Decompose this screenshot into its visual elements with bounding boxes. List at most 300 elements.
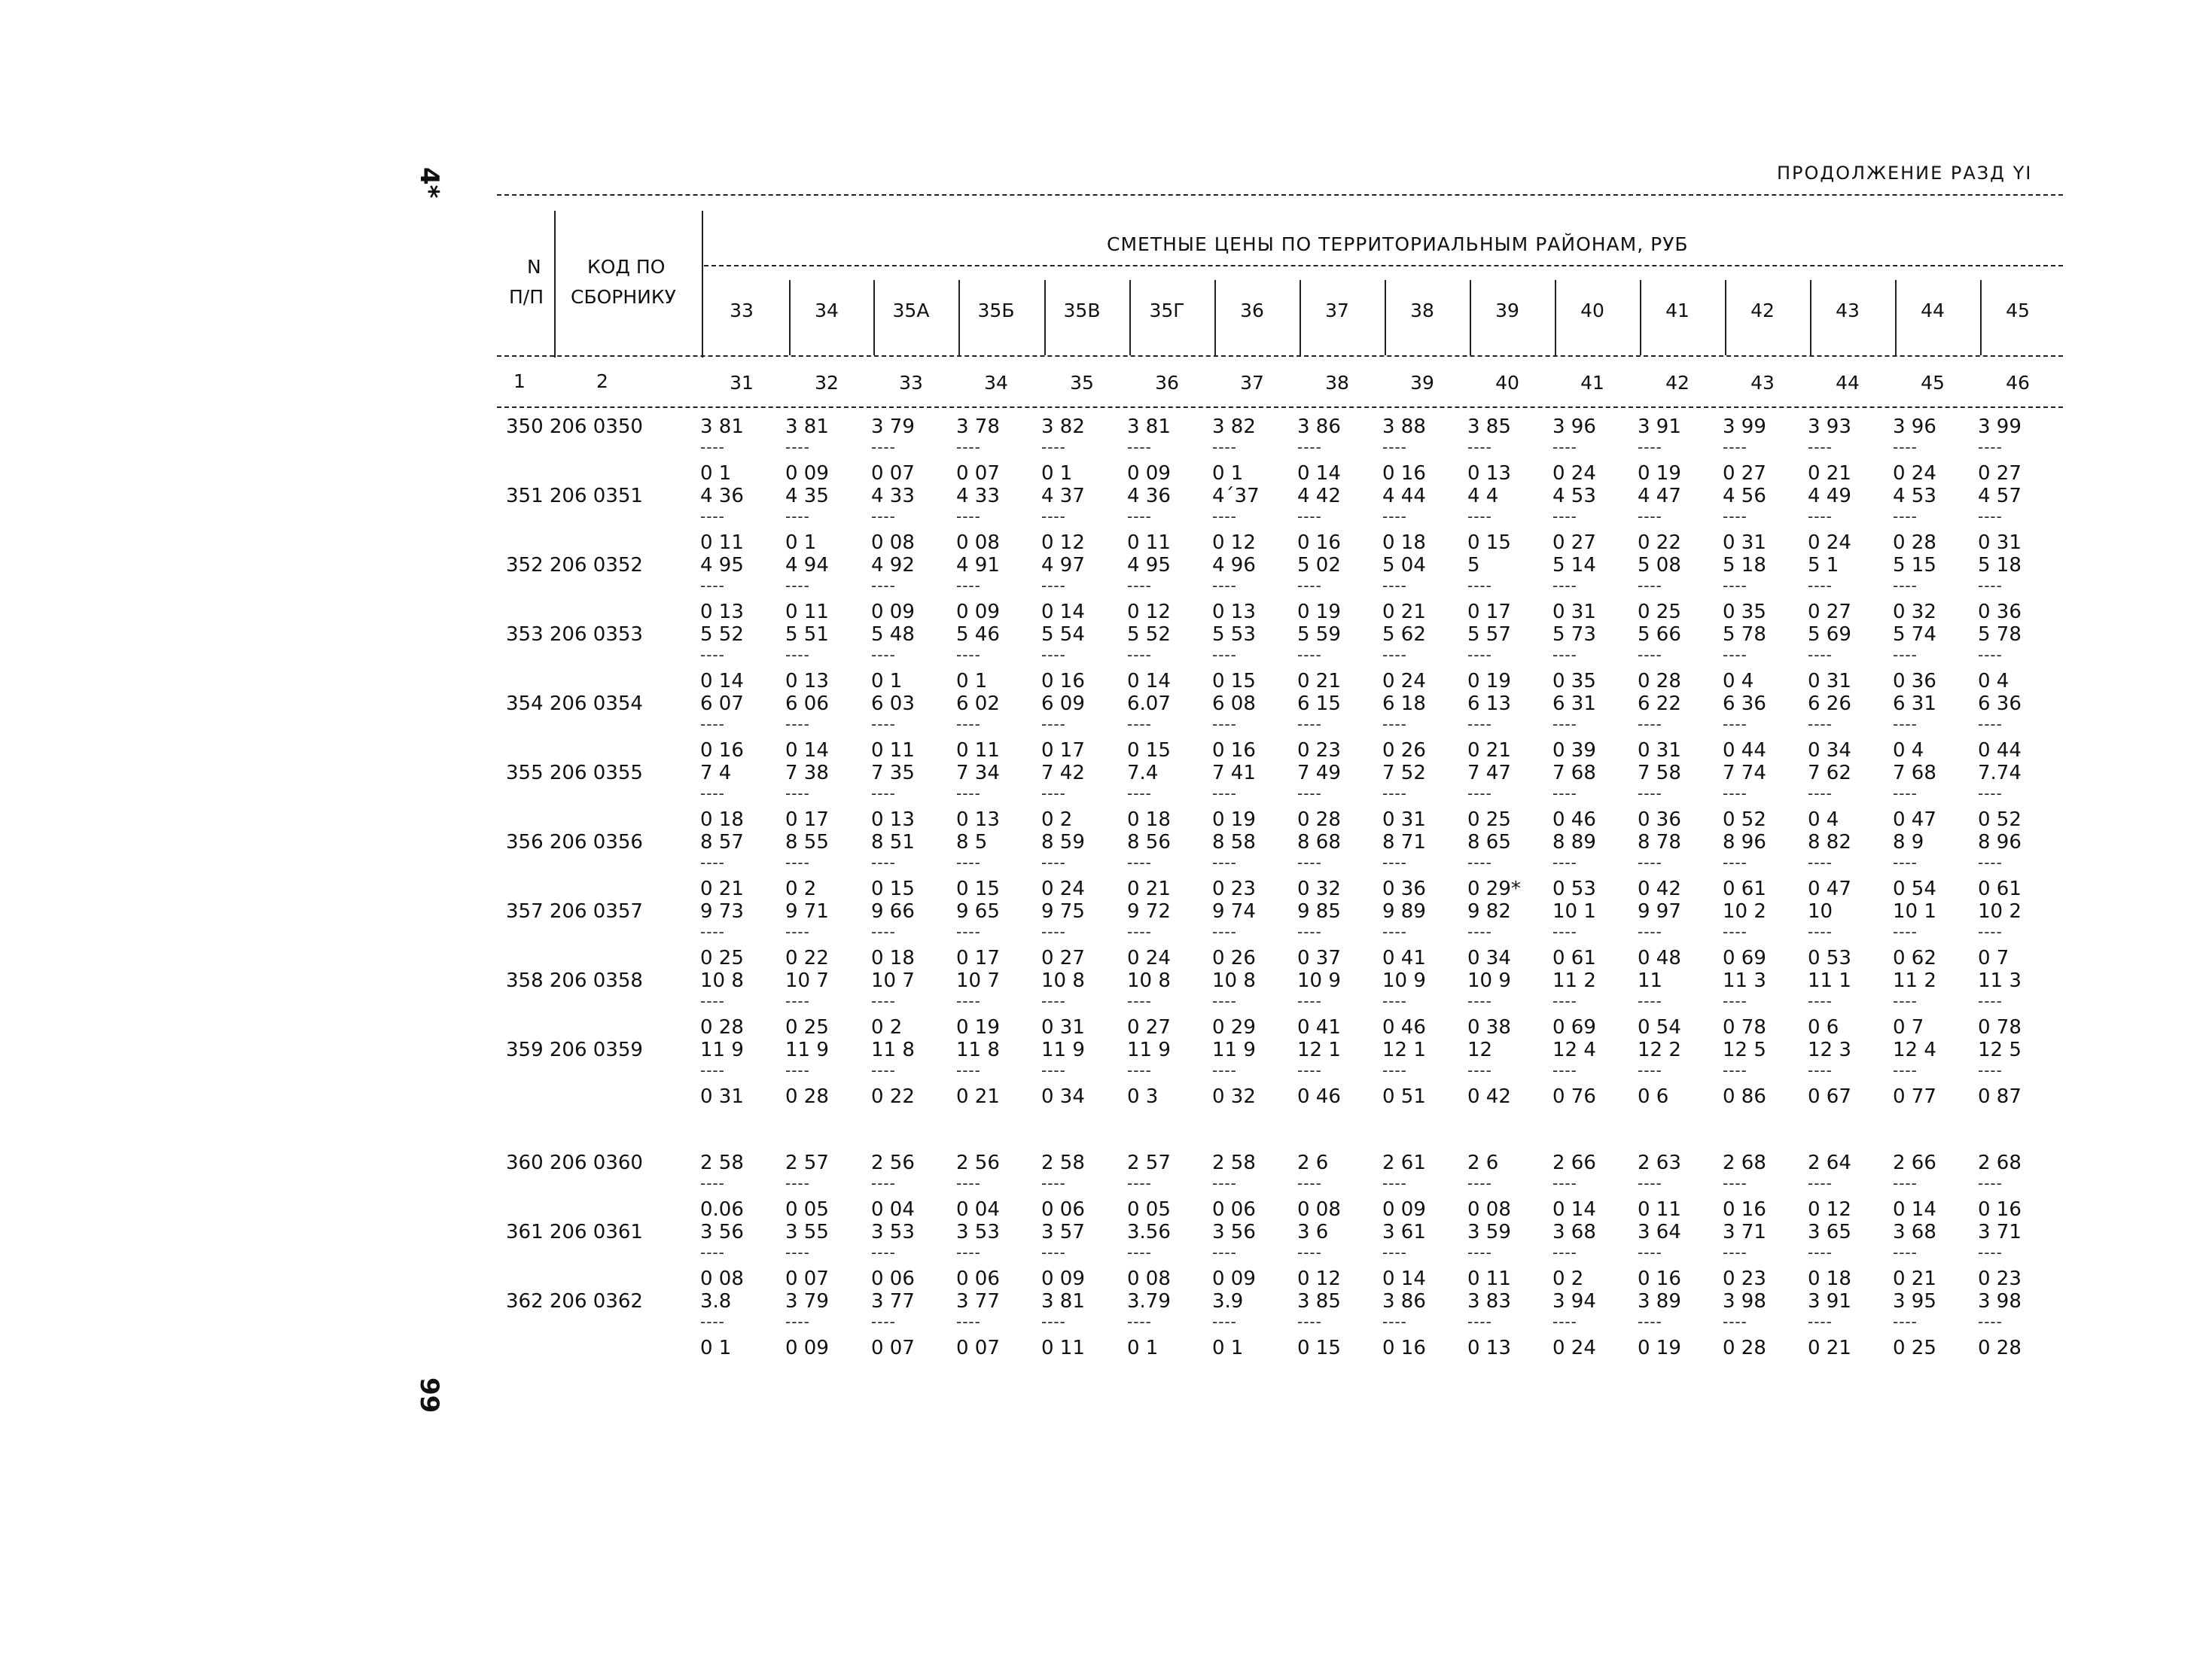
price-value: 3 88 (1382, 415, 1426, 438)
price-sub-value: 0 21 (1808, 1337, 1851, 1359)
price-value: 3 99 (1723, 415, 1766, 438)
price-separator: ---- (871, 438, 896, 456)
price-sub-value: 0 23 (1723, 1268, 1766, 1290)
price-separator: ---- (1382, 923, 1407, 941)
col-number: 38 (1325, 372, 1349, 394)
price-separator: ---- (1893, 1061, 1918, 1079)
price-value: 4 49 (1808, 485, 1851, 507)
price-sub-value: 0 27 (1978, 462, 2022, 485)
price-sub-value: 0 77 (1893, 1085, 1936, 1108)
price-value: 2 66 (1552, 1152, 1596, 1174)
col-number: 31 (730, 372, 754, 394)
price-separator: ---- (1723, 438, 1747, 456)
price-sub-value: 0 42 (1467, 1085, 1511, 1108)
price-value: 5 74 (1893, 623, 1936, 646)
price-separator: ---- (1467, 992, 1492, 1010)
price-sub-value: 0 53 (1808, 947, 1851, 969)
price-value: 6 22 (1638, 692, 1681, 715)
price-value: 3 77 (956, 1290, 1000, 1313)
price-value: 8 55 (785, 831, 829, 854)
price-value: 3 91 (1808, 1290, 1851, 1313)
price-sub-value: 0 21 (1808, 462, 1851, 485)
price-sub-value: 0 7 (1893, 1016, 1924, 1039)
price-value: 3 79 (871, 415, 915, 438)
price-sub-value: 0 11 (785, 601, 829, 623)
price-separator: ---- (1382, 577, 1407, 595)
price-sub-value: 0 28 (1723, 1337, 1766, 1359)
price-value: 3 78 (956, 415, 1000, 438)
price-value: 5 18 (1978, 554, 2022, 577)
price-separator: ---- (871, 992, 896, 1010)
price-separator: ---- (1638, 438, 1662, 456)
price-value: 5 51 (785, 623, 829, 646)
price-separator: ---- (1552, 646, 1577, 664)
district-header: 39 (1495, 300, 1519, 321)
price-sub-value: 0 35 (1723, 601, 1766, 623)
price-separator: ---- (1723, 507, 1747, 525)
price-sub-value: 0 09 (1127, 462, 1171, 485)
price-value: 2 57 (1127, 1152, 1171, 1174)
price-separator: ---- (1978, 438, 2003, 456)
row-code: 358 206 0358 (506, 969, 643, 992)
price-separator: ---- (1212, 646, 1237, 664)
price-sub-value: 0 09 (785, 1337, 829, 1359)
price-value: 9 74 (1212, 900, 1256, 923)
price-sub-value: 0 07 (871, 462, 915, 485)
price-separator: ---- (1041, 992, 1066, 1010)
price-sub-value: 0 61 (1723, 878, 1766, 900)
price-separator: ---- (785, 715, 810, 733)
price-sub-value: 0 08 (956, 531, 1000, 554)
price-value: 3 59 (1467, 1221, 1511, 1243)
price-sub-value: 0 41 (1297, 1016, 1341, 1039)
price-sub-value: 0 24 (1127, 947, 1171, 969)
price-separator: ---- (1467, 784, 1492, 802)
price-sub-value: 0 3 (1127, 1085, 1159, 1108)
price-separator: ---- (956, 923, 981, 941)
price-value: 4 53 (1552, 485, 1596, 507)
price-separator: ---- (1127, 923, 1152, 941)
header-divider-col (1895, 280, 1897, 355)
price-value: 12 5 (1723, 1039, 1766, 1061)
col-number: 44 (1836, 372, 1860, 394)
header-divider-col (1555, 280, 1556, 355)
price-sub-value: 0 16 (1638, 1268, 1681, 1290)
price-separator: ---- (1978, 577, 2003, 595)
price-sub-value: 0 23 (1978, 1268, 2022, 1290)
price-sub-value: 0 24 (1041, 878, 1085, 900)
header-code2: СБОРНИКУ (571, 286, 676, 308)
span-title: СМЕТНЫЕ ЦЕНЫ ПО ТЕРРИТОРИАЛЬНЫМ РАЙОНАМ, РУБ (1107, 233, 1689, 255)
price-separator: ---- (1041, 923, 1066, 941)
price-value: 5 66 (1638, 623, 1681, 646)
price-value: 9 82 (1467, 900, 1511, 923)
price-separator: ---- (956, 1061, 981, 1079)
price-separator: ---- (1297, 646, 1322, 664)
price-value: 11 2 (1893, 969, 1936, 992)
rule-span (704, 265, 2063, 266)
district-header: 42 (1750, 300, 1775, 321)
price-sub-value: 0 61 (1552, 947, 1596, 969)
price-value: 8 51 (871, 831, 915, 854)
price-value: 10 8 (700, 969, 744, 992)
price-separator: ---- (1297, 507, 1322, 525)
price-separator: ---- (1808, 1313, 1833, 1331)
price-separator: ---- (1127, 992, 1152, 1010)
price-sub-value: 0 09 (1382, 1198, 1426, 1221)
price-sub-value: 0 28 (1893, 531, 1936, 554)
price-sub-value: 0 13 (785, 670, 829, 692)
price-sub-value: 0 24 (1382, 670, 1426, 692)
price-separator: ---- (1467, 1243, 1492, 1262)
col-number: 33 (899, 372, 923, 394)
price-value: 5 04 (1382, 554, 1426, 577)
price-separator: ---- (1467, 646, 1492, 664)
price-value: 2 66 (1893, 1152, 1936, 1174)
price-sub-value: 0 19 (956, 1016, 1000, 1039)
row-code: 353 206 0353 (506, 623, 643, 646)
price-separator: ---- (1638, 715, 1662, 733)
price-sub-value: 0 11 (1041, 1337, 1085, 1359)
price-value: 3 77 (871, 1290, 915, 1313)
header-divider-col (873, 280, 875, 355)
row-code: 357 206 0357 (506, 900, 643, 923)
price-value: 9 71 (785, 900, 829, 923)
price-value: 6 13 (1467, 692, 1511, 715)
price-sub-value: 0 1 (700, 1337, 732, 1359)
price-separator: ---- (1723, 923, 1747, 941)
price-separator: ---- (1808, 784, 1833, 802)
price-sub-value: 0 14 (1382, 1268, 1426, 1290)
price-separator: ---- (1723, 646, 1747, 664)
price-separator: ---- (1127, 1313, 1152, 1331)
price-sub-value: 0 11 (700, 531, 744, 554)
price-sub-value: 0 15 (956, 878, 1000, 900)
section-header: ПРОДОЛЖЕНИЕ РАЗД YI (1777, 163, 2033, 184)
price-separator: ---- (785, 1061, 810, 1079)
price-separator: ---- (1893, 715, 1918, 733)
price-value: 5 14 (1552, 554, 1596, 577)
price-sub-value: 0 13 (1212, 601, 1256, 623)
price-sub-value: 0 54 (1893, 878, 1936, 900)
price-separator: ---- (785, 438, 810, 456)
rule-top (497, 194, 2063, 196)
price-sub-value: 0 61 (1978, 878, 2022, 900)
price-separator: ---- (1893, 784, 1918, 802)
price-separator: ---- (1552, 992, 1577, 1010)
price-sub-value: 0 15 (1127, 739, 1171, 762)
district-header: 34 (815, 300, 839, 321)
price-value: 11 9 (1041, 1039, 1085, 1061)
price-separator: ---- (700, 438, 725, 456)
price-value: 5 54 (1041, 623, 1085, 646)
price-sub-value: 0 4 (1893, 739, 1924, 762)
price-value: 10 8 (1041, 969, 1085, 992)
price-value: 9 85 (1297, 900, 1341, 923)
header-divider-col (1810, 280, 1811, 355)
price-value: 5 48 (871, 623, 915, 646)
price-separator: ---- (1297, 854, 1322, 872)
price-separator: ---- (1638, 854, 1662, 872)
price-value: 4 94 (785, 554, 829, 577)
price-sub-value: 0 29* (1467, 878, 1521, 900)
price-separator: ---- (956, 1243, 981, 1262)
price-sub-value: 0 27 (1127, 1016, 1171, 1039)
price-sub-value: 0 27 (1041, 947, 1085, 969)
price-value: 7.4 (1127, 762, 1159, 784)
price-separator: ---- (1893, 854, 1918, 872)
price-separator: ---- (956, 992, 981, 1010)
price-sub-value: 0 13 (956, 808, 1000, 831)
price-separator: ---- (1978, 646, 2003, 664)
price-value: 7 35 (871, 762, 915, 784)
price-value: 4 95 (1127, 554, 1171, 577)
price-value: 3 85 (1467, 415, 1511, 438)
price-sub-value: 0 13 (1467, 462, 1511, 485)
price-separator: ---- (1212, 1313, 1237, 1331)
price-sub-value: 0 34 (1467, 947, 1511, 969)
price-value: 4´37 (1212, 485, 1260, 507)
header-divider-num (554, 211, 556, 358)
price-separator: ---- (700, 1243, 725, 1262)
price-separator: ---- (1297, 1313, 1322, 1331)
price-value: 12 4 (1893, 1039, 1936, 1061)
price-value: 3 95 (1893, 1290, 1936, 1313)
price-separator: ---- (1723, 1313, 1747, 1331)
price-value: 3.8 (700, 1290, 732, 1313)
price-sub-value: 0 47 (1808, 878, 1851, 900)
header-divider-col (1214, 280, 1216, 355)
price-sub-value: 0 27 (1723, 462, 1766, 485)
district-header: 33 (730, 300, 754, 321)
price-separator: ---- (1978, 854, 2003, 872)
price-separator: ---- (1552, 438, 1577, 456)
price-value: 3 79 (785, 1290, 829, 1313)
price-value: 3 6 (1297, 1221, 1329, 1243)
price-value: 7 49 (1297, 762, 1341, 784)
price-value: 6 36 (1723, 692, 1766, 715)
price-sub-value: 0 44 (1978, 739, 2022, 762)
price-separator: ---- (956, 1313, 981, 1331)
price-separator: ---- (1467, 1174, 1492, 1192)
district-header: 36 (1240, 300, 1264, 321)
header-divider-col (1044, 280, 1046, 355)
price-sub-value: 0 1 (1041, 462, 1073, 485)
price-value: 9 65 (956, 900, 1000, 923)
price-value: 3 81 (1041, 1290, 1085, 1313)
price-separator: ---- (1467, 507, 1492, 525)
header-divider-code (702, 211, 703, 358)
header-divider-col (958, 280, 960, 355)
price-separator: ---- (700, 923, 725, 941)
price-separator: ---- (700, 854, 725, 872)
price-sub-value: 0 6 (1638, 1085, 1669, 1108)
price-sub-value: 0 21 (1382, 601, 1426, 623)
price-separator: ---- (1552, 715, 1577, 733)
price-separator: ---- (1467, 438, 1492, 456)
price-separator: ---- (1978, 923, 2003, 941)
price-value: 7 41 (1212, 762, 1256, 784)
col-number: 42 (1665, 372, 1690, 394)
price-separator: ---- (1978, 507, 2003, 525)
price-sub-value: 0 11 (956, 739, 1000, 762)
price-sub-value: 0 14 (1041, 601, 1085, 623)
col-number: 2 (596, 370, 608, 392)
price-value: 5 62 (1382, 623, 1426, 646)
price-sub-value: 0 31 (1978, 531, 2022, 554)
page-number: 99 (414, 1377, 444, 1414)
price-value: 3 96 (1893, 415, 1936, 438)
price-sub-value: 0 53 (1552, 878, 1596, 900)
price-value: 4 91 (956, 554, 1000, 577)
price-sub-value: 0 25 (785, 1016, 829, 1039)
price-value: 6 08 (1212, 692, 1256, 715)
header-divider-col (1300, 280, 1301, 355)
price-sub-value: 0 38 (1467, 1016, 1511, 1039)
price-sub-value: 0 46 (1297, 1085, 1341, 1108)
district-header: 44 (1921, 300, 1945, 321)
price-sub-value: 0 26 (1212, 947, 1256, 969)
col-number: 37 (1240, 372, 1264, 394)
price-separator: ---- (1297, 1174, 1322, 1192)
price-sub-value: 0 86 (1723, 1085, 1766, 1108)
price-value: 3 53 (871, 1221, 915, 1243)
price-separator: ---- (956, 854, 981, 872)
price-value: 3 53 (956, 1221, 1000, 1243)
header-divider-col (1129, 280, 1131, 355)
price-value: 6.07 (1127, 692, 1171, 715)
price-sub-value: 0 09 (1212, 1268, 1256, 1290)
price-value: 3.79 (1127, 1290, 1171, 1313)
district-header: 35Г (1149, 300, 1185, 321)
price-value: 5 1 (1808, 554, 1839, 577)
price-sub-value: 0 47 (1893, 808, 1936, 831)
price-value: 7 58 (1638, 762, 1681, 784)
price-separator: ---- (1978, 784, 2003, 802)
price-sub-value: 0 36 (1638, 808, 1681, 831)
price-sub-value: 0 2 (1041, 808, 1073, 831)
row-code: 354 206 0354 (506, 692, 643, 715)
price-sub-value: 0 25 (1467, 808, 1511, 831)
price-sub-value: 0 1 (1127, 1337, 1159, 1359)
price-sub-value: 0 18 (1808, 1268, 1851, 1290)
price-value: 6 36 (1978, 692, 2022, 715)
price-value: 3 96 (1552, 415, 1596, 438)
price-separator: ---- (1127, 715, 1152, 733)
price-sub-value: 0 4 (1978, 670, 2009, 692)
price-separator: ---- (871, 507, 896, 525)
price-sub-value: 0 31 (1638, 739, 1681, 762)
price-sub-value: 0 11 (1467, 1268, 1511, 1290)
price-sub-value: 0 12 (1297, 1268, 1341, 1290)
price-separator: ---- (1041, 1174, 1066, 1192)
price-separator: ---- (1808, 646, 1833, 664)
price-sub-value: 0 22 (871, 1085, 915, 1108)
price-separator: ---- (700, 646, 725, 664)
price-sub-value: 0 36 (1382, 878, 1426, 900)
price-separator: ---- (1808, 438, 1833, 456)
price-separator: ---- (871, 1061, 896, 1079)
price-separator: ---- (785, 854, 810, 872)
price-sub-value: 0 09 (871, 601, 915, 623)
price-value: 4 92 (871, 554, 915, 577)
price-sub-value: 0 42 (1638, 878, 1681, 900)
price-value: 4 35 (785, 485, 829, 507)
price-sub-value: 0 29 (1212, 1016, 1256, 1039)
price-sub-value: 0 17 (1467, 601, 1511, 623)
price-sub-value: 0 31 (1041, 1016, 1085, 1039)
price-separator: ---- (1467, 577, 1492, 595)
header-divider-col (1725, 280, 1726, 355)
price-sub-value: 0 46 (1382, 1016, 1426, 1039)
price-value: 9 75 (1041, 900, 1085, 923)
price-sub-value: 0 21 (700, 878, 744, 900)
price-sub-value: 0 13 (871, 808, 915, 831)
price-value: 6 02 (956, 692, 1000, 715)
col-number: 41 (1580, 372, 1604, 394)
row-code: 359 206 0359 (506, 1039, 643, 1061)
price-sub-value: 0 14 (700, 670, 744, 692)
price-sub-value: 0 32 (1212, 1085, 1256, 1108)
price-value: 3 81 (785, 415, 829, 438)
price-separator: ---- (1467, 923, 1492, 941)
price-sub-value: 0 34 (1041, 1085, 1085, 1108)
price-value: 3 55 (785, 1221, 829, 1243)
price-value: 10 2 (1978, 900, 2022, 923)
price-sub-value: 0 2 (785, 878, 817, 900)
row-code: 361 206 0361 (506, 1221, 643, 1243)
price-value: 5 08 (1638, 554, 1681, 577)
price-sub-value: 0 14 (1893, 1198, 1936, 1221)
price-sub-value: 0 28 (1297, 808, 1341, 831)
price-value: 5 69 (1808, 623, 1851, 646)
price-separator: ---- (1041, 1313, 1066, 1331)
price-separator: ---- (700, 715, 725, 733)
price-sub-value: 0 36 (1978, 601, 2022, 623)
row-code: 355 206 0355 (506, 762, 643, 784)
price-sub-value: 0 22 (1638, 531, 1681, 554)
price-sub-value: 0 1 (785, 531, 817, 554)
price-sub-value: 0 1 (956, 670, 988, 692)
price-value: 7 38 (785, 762, 829, 784)
price-sub-value: 0 07 (785, 1268, 829, 1290)
price-sub-value: 0 11 (871, 739, 915, 762)
price-separator: ---- (1041, 1061, 1066, 1079)
price-sub-value: 0 21 (1467, 739, 1511, 762)
price-separator: ---- (1638, 1174, 1662, 1192)
price-separator: ---- (1127, 854, 1152, 872)
price-sub-value: 0 2 (871, 1016, 903, 1039)
price-value: 3 85 (1297, 1290, 1341, 1313)
price-separator: ---- (871, 715, 896, 733)
price-sub-value: 0 04 (871, 1198, 915, 1221)
row-code: 362 206 0362 (506, 1290, 643, 1313)
price-sub-value: 0 09 (956, 601, 1000, 623)
price-sub-value: 0 21 (1893, 1268, 1936, 1290)
price-value: 6 15 (1297, 692, 1341, 715)
price-sub-value: 0 12 (1808, 1198, 1851, 1221)
price-value: 3 82 (1041, 415, 1085, 438)
price-value: 6 06 (785, 692, 829, 715)
price-separator: ---- (700, 507, 725, 525)
price-sub-value: 0 19 (1467, 670, 1511, 692)
price-value: 10 7 (785, 969, 829, 992)
price-sub-value: 0 06 (956, 1268, 1000, 1290)
header-num-pp: П/П (509, 286, 544, 308)
price-separator: ---- (1212, 715, 1237, 733)
price-separator: ---- (1893, 1174, 1918, 1192)
price-value: 11 9 (1212, 1039, 1256, 1061)
